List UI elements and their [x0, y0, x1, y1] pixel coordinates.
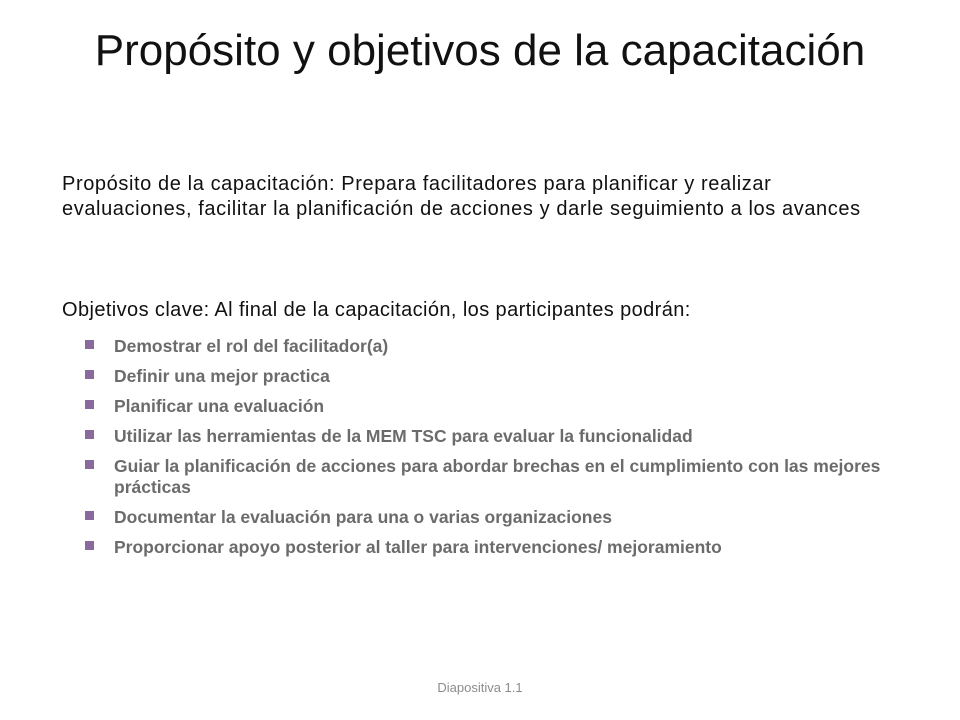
objective-text: Demostrar el rol del facilitador(a) [114, 336, 389, 356]
square-bullet-icon [85, 340, 94, 349]
objective-item [84, 456, 904, 498]
objective-item [84, 396, 904, 417]
objectives-intro: Objetivos clave: Al final de la capacitación, los participantes podrán: [62, 299, 691, 321]
objective-text: Planificar una evaluación [114, 396, 325, 416]
square-bullet-icon [85, 460, 94, 469]
purpose-paragraph: Propósito de la capacitación: Prepara facilitadores para planificar y realizar evaluaciones, facilitar la planificación de acciones y darle seguimiento a los avances [62, 173, 861, 220]
objective-item [84, 537, 904, 558]
objective-text: Utilizar las herramientas de la MEM TSC para evaluar la funcionalidad [114, 426, 693, 446]
slide-number: Diapositiva 1.1 [437, 680, 523, 695]
square-bullet-icon [85, 370, 94, 379]
slide-title: Propósito y objetivos de la capacitación [94, 26, 866, 75]
square-bullet-icon [85, 511, 94, 520]
square-bullet-icon [85, 430, 94, 439]
objective-text: Proporcionar apoyo posterior al taller para intervenciones/ mejoramiento [114, 537, 722, 557]
square-bullet-icon [85, 400, 94, 409]
objective-item [84, 366, 904, 387]
objective-item [84, 336, 904, 357]
objective-text: Definir una mejor practica [114, 366, 330, 386]
objective-text: Documentar la evaluación para una o varias organizaciones [114, 507, 612, 527]
objective-text: Guiar la planificación de acciones para abordar brechas en el cumplimiento con las mejores prácticas [114, 456, 881, 497]
objectives-list [84, 336, 904, 567]
square-bullet-icon [85, 541, 94, 550]
objective-item [84, 507, 904, 528]
objective-item [84, 426, 904, 447]
